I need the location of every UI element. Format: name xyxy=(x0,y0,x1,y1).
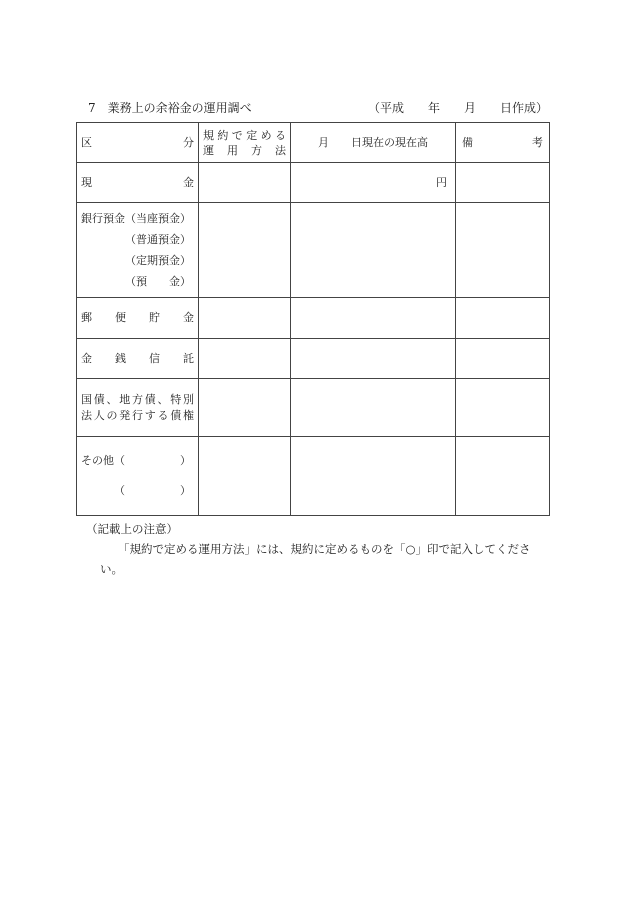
bonds-label-line1: 国債、地方債、特別 xyxy=(81,392,194,406)
header-method-line2: 運用方法 xyxy=(203,143,286,157)
header-balance: 月 日現在の現在高 xyxy=(291,123,456,163)
header-method xyxy=(199,123,291,163)
bonds-label-line2: 法人の発行する債権 xyxy=(81,408,194,422)
cash-balance-cell[interactable]: 円 xyxy=(291,163,456,203)
table-row-postal xyxy=(77,298,550,339)
postal-method-cell[interactable] xyxy=(199,298,291,339)
bonds-method-cell[interactable] xyxy=(199,379,291,437)
bank-label xyxy=(77,203,199,298)
trust-balance-cell[interactable] xyxy=(291,339,456,379)
postal-label: 郵便貯金 xyxy=(77,298,199,339)
header-row xyxy=(77,123,550,163)
table-row-cash xyxy=(77,163,550,203)
cash-remarks-cell[interactable] xyxy=(456,163,550,203)
other-balance-cell[interactable] xyxy=(291,437,456,516)
bank-current: 銀行預金（当座預金） xyxy=(81,212,191,225)
trust-method-cell[interactable] xyxy=(199,339,291,379)
notes-line2: い。 xyxy=(100,562,123,576)
bonds-remarks-cell[interactable] xyxy=(456,379,550,437)
cash-label: 現金 xyxy=(77,163,199,203)
section-title: 7 業務上の余裕金の運用調べ xyxy=(88,101,252,115)
other-remarks-cell[interactable] xyxy=(456,437,550,516)
table-row-other xyxy=(77,437,550,516)
bonds-label xyxy=(77,379,199,437)
header-method-line1: 規約で定める xyxy=(203,128,286,142)
notes-line1: 「規約で定める運用方法」には、規約に定めるものを「○」印で記入してくださ xyxy=(118,542,531,556)
table-row-trust xyxy=(77,339,550,379)
bank-fixed: （定期預金） xyxy=(125,254,191,267)
postal-remarks-cell[interactable] xyxy=(456,298,550,339)
table-row-bonds xyxy=(77,379,550,437)
header-remarks: 備考 xyxy=(456,123,550,163)
cash-method-cell[interactable] xyxy=(199,163,291,203)
other-label-line1: その他（ ） xyxy=(81,454,191,467)
bank-deposit: （預 金） xyxy=(125,275,191,288)
bank-remarks-cell[interactable] xyxy=(456,203,550,298)
table-row-bank xyxy=(77,203,550,298)
bank-balance-cell[interactable] xyxy=(291,203,456,298)
postal-balance-cell[interactable] xyxy=(291,298,456,339)
bonds-balance-cell[interactable] xyxy=(291,379,456,437)
other-method-cell[interactable] xyxy=(199,437,291,516)
other-label xyxy=(77,437,199,516)
header-category: 区分 xyxy=(77,123,199,163)
other-label-line2: （ ） xyxy=(114,484,191,497)
creation-date-note: （平成 年 月 日作成） xyxy=(368,101,549,115)
notes-heading: （記載上の注意） xyxy=(86,522,178,536)
bank-ordinary: （普通預金） xyxy=(125,233,191,246)
trust-remarks-cell[interactable] xyxy=(456,339,550,379)
bank-method-cell[interactable] xyxy=(199,203,291,298)
trust-label: 金銭信託 xyxy=(77,339,199,379)
surplus-fund-table xyxy=(76,122,550,516)
